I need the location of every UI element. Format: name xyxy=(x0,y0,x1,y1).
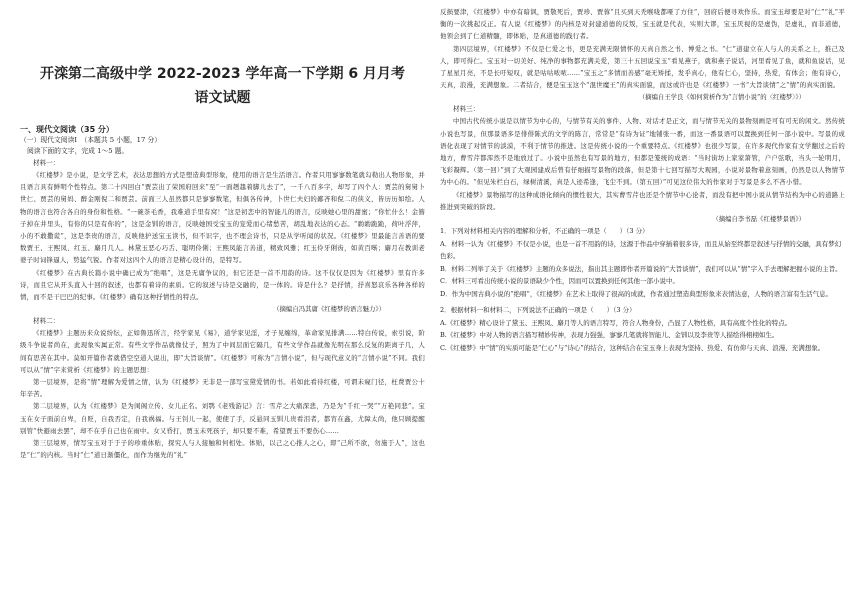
material2-paragraph: 第一层境界，是将“情”理解为爱情之情，认为《红楼梦》无非是一部写宝黛爱情的书。若如此看待红楼，可谓未窥门径，枉费贾公十年辛苦。 xyxy=(20,378,425,399)
material1-label: 材料一： xyxy=(33,159,60,167)
material1-source: （摘编自冯其庸《红楼梦的语言魅力》） xyxy=(273,305,385,314)
material2-paragraph: 第三层境界，情写宝玉对于于子的珍重体贴，探究人与人接触和何相处。体贴，以己之心推人之心，即“己所不欲，勿施于人”，这也是“仁”的内核。当时“仁”道日渐僵化，而作为继先的“礼” xyxy=(20,439,425,460)
section-heading: 一、现代文阅读（35 分） xyxy=(20,125,114,134)
material2-source: （摘编自王学良《如何赏析作为“言情小说”的〈红楼梦〉》） xyxy=(638,93,805,102)
question-2-option: B.《红楼梦》中对人物的语言描写精妙传神，表现力强强，寥寥几笔就将智能儿、金钏以及李贵等人描绘得栩栩如生。 xyxy=(440,331,779,340)
exam-title: 开滦第二高级中学 2022-2023 学年高一下学期 6 月月考 xyxy=(40,66,405,82)
question-1-stem: 1．下列对材料相关内容的理解和分析，不正确的一项是（ ）（3 分） xyxy=(440,227,649,236)
material2-paragraph: 第二层境界，认为《红楼梦》是为闺阁立传、女儿正名。刘鹗《老残游记》言：雪芹之大痛深悲，乃是为“千红一哭”“万艳同悲”。宝玉在女子面前自卑，自贬，自我否定，自我祸福。与王钊儿一起，使使了手，反悬同玉钏儿贵看泪者，都宵在鑫，尤障太尚，他只顾提醒别管“快避雨去罢”，却不在乎自己也在雨中。女又昏打，贾玉未死孩子，却只要不难，希望贾玉不要伤心…… xyxy=(20,402,425,435)
material2-label: 材料二： xyxy=(33,317,60,326)
right-column xyxy=(440,0,845,354)
question-1-option: C．材料三可看出传统小说的景语缺少个性，因而可以置换到任何其他一部小说中。 xyxy=(440,277,679,286)
question-2-option: C.《红楼梦》中“情”的实质可能是“仁心”与“诗心”的结合，这种结合在宝玉身上表现为坚持、热爱、有仿仰与天真、浪漫、充满想象。 xyxy=(440,343,825,352)
material2-continued: 第四层境界，《红楼梦》不仅是仁爱之书，更是充满无限情怀的天真自然之书、博爱之书。“仁”道建立在人与人的关系之上，推己及人，即可得仁。宝玉对一切美好、纯净的事物都充满关爱，第三十五回说宝玉“看见燕子，就和燕子说话，河里看见了鱼，就和鱼说话，见了星星月亮，不是长吁短叹，就是咕咕哝哝……”宝玉之“多情而善感”毫无矫揉，发乎真心，他有仁心，坚持，热爱，有体会；他有诗心，天真，浪漫，充满想象。二者结合，便是宝玉这个“混世魔王”的真实面貌，而这或许也是《红楼梦》一书“大旨谈情”之“情”的真实面貌。 xyxy=(440,44,845,90)
material2-paragraph: 《红楼梦》主题历来众说纷纭，正如鲁迅所言，经学家见《易》，道学家见淫，才子见缠绵，革命家见排满……特白传说，索引说，阶级斗争说者尚在，此现象实属正常。有些文学作品就像仗子，照为了中间层面它隔几，有些文学作品就像光明在那么反复的距离子几，人间有思苦在其中。莫如开篇作者就借空空道人说出，即“大旨谈情”。《红楼梦》可称为“言情小说”，但与现代意义的“言情小说”不同。我们可以从“情”字来赏析《红楼梦》的主题思想： xyxy=(20,329,425,374)
material3-paragraph: 中国古代传统小说是以情节为中心的，与情节有关的事件、人物、对话才是正文，而与情节无关的景物刻画是可有可无的闲文。然传统小说也写景，但那景语多是俳俳陈式的文学的陈言，常常是“有诗为证”地铺张一番，而这一番景语可以置换到任何一部小说中。写景的成语化表现了对情节的淡漠，不利于情节的推进。这是传统小说的一个重要特点。《红楼梦》也很少写景，在许多现代作家有文学翻过之后的地方，曹雪芹都浑然不是地放过了。小说中虽然也有写景的地方，但都是笼统的成语：“当时街坊上家家箫管，户户弦歌，当头一轮明月，飞彩凝辉。（第一回）”到了大观园建成后曾有仔细描写景物的段落，但是第十七回写描写大观园，小说对景物着意刻画，仍然是以人物情节为中心的。“但见朱栏白石，绿树清溪，真是人迹希逢，飞尘不到。（第五回）”可见这位伟大的作家对于写景是多么不吝小惜。 xyxy=(440,117,845,187)
material2-continued: 反损要津，《红楼梦》中亦有暗讽，贾敬死后，贾珍、贾蓉“且买到天秃喉咙都哑了方住”，回府后便寻欢作乐。而宝玉却要是对“仁”“礼”平衡的一次挑起反正。有人说《红楼梦》的内核是对封建道德的反叛，宝玉就是代表，实则大谬，宝玉厌视的是虚伪，是虚礼，而非道德，他领会到了仁道精髓，即体贴，是真道德的践行者。 xyxy=(440,8,845,41)
reading-instruction: 阅读下面的文字，完成 1～5 题。 xyxy=(27,147,129,155)
exam-subtitle: 语文试题 xyxy=(194,90,251,106)
left-column xyxy=(20,0,425,461)
question-1-option: D．作为中国古典小说的“绝唱”，《红楼梦》在艺术上取得了很高的成就，作者通过塑造典型形象来表情达意，人物的语言富有生活气息。 xyxy=(440,289,833,298)
material3-source: （摘编自李书磊《红楼梦景语》） xyxy=(712,215,805,224)
question-2-stem: 2．根据材料一和材料二，下列说法不正确的一项是（ ）（3 分） xyxy=(440,306,636,315)
subsection-heading: （一）现代文阅读Ⅰ （本题共 5 小题，17 分） xyxy=(20,136,162,144)
question-1-option: B．材料二列举了关于《红楼梦》主题的众多说法，指出其主题即作者开篇说的“大旨谈情”，我们可以从“情”字入手去理解把握小说的主旨。 xyxy=(440,264,842,273)
material3-paragraph: 《红楼梦》景物描写的这种成语化倾向的惯性很大，其实曹雪芹也还是个情节中心论者，而没有把中国小说从情节结构为中心的道路上推进到突破的阶段。 xyxy=(440,190,845,211)
question-1-option: A．材料一认为《红楼梦》不仅是小说，也是一首不用韵的诗，这源于作品中穿插着很多诗，而且从始至终都是叙述与抒情的交融，具有梦幻色彩。 xyxy=(440,239,842,261)
material3-label: 材料三： xyxy=(453,105,480,114)
question-2-option: A.《红楼梦》精心设计了黛玉、王熙凤、麝月等人的语言特写，符合人物身份，凸显了人物性格，具有高度个性化的特点。 xyxy=(440,318,792,327)
material1-paragraph: 《红楼梦》在古典长篇小说中确已成为“绝唱”，这是无庸争议的，但它还是一首不用韵的诗。这不仅仅是因为《红楼梦》里有许多诗，而且它从开头直入十回的叙述，也都有着诗的素质。它的叙述与诗是交融的，是一体的。诗是什么？是抒情，抒喜怒哀乐各种各样的情，而不是干巴巴的纪事。《红楼梦》确有这种抒情性的特点。 xyxy=(20,268,425,302)
material1-paragraph: 《红楼梦》是小说，是文学艺术，表达思想的方式是塑造典型形象，使用的语言是生活语言。作者只用寥寥数笔就勾勒出人物形象，并且语言具有鲜明个性特点。第二十四回白“贾芸出了荣国府回来”至“一面趔趄着脚儿去了”，一千八百多字，却写了四个人：贾芸的舅舅卜世仁、贾芸的舅妈、醉金刚倪二和贾芸。前面三人虽然都只是寥寥数笔，但俱各传神，卜世仁夫妇的鄙吝和倪二的侠义，皆历历如绘。人物的语言也符合各自的身份和性格。“一碗茶毛香，我难道手里有窝！”这是初恋中的智能儿的语言，反映她心里的甜蜜；“你忙什么！金簪子掉在井里头，有你的只是有你的”，这是金钏的语言，反映她国受宝玉的宠爱而心绪愁苦，胡乱地表达的心态。“喲喲跪跪，荷叶浮萍，小的不敢撒谎”，这是李贵的语言，反映他护送宝玉读书，但不识字，也不理会诗书，只是从学听闻的状况。《红楼梦》里最能言善语的要数贾王、王熙凤、红玉、麝月几人。林黛玉恶心巧舌、聪明伶俐；王熙凤能言善道，精致风雅；红玉伶牙俐齿，如黄百啭；麝月在教训老婆子时词锋逼人，势猛气锐。作者对这四个人的语言是精心设计的，是特写。 xyxy=(20,171,425,265)
